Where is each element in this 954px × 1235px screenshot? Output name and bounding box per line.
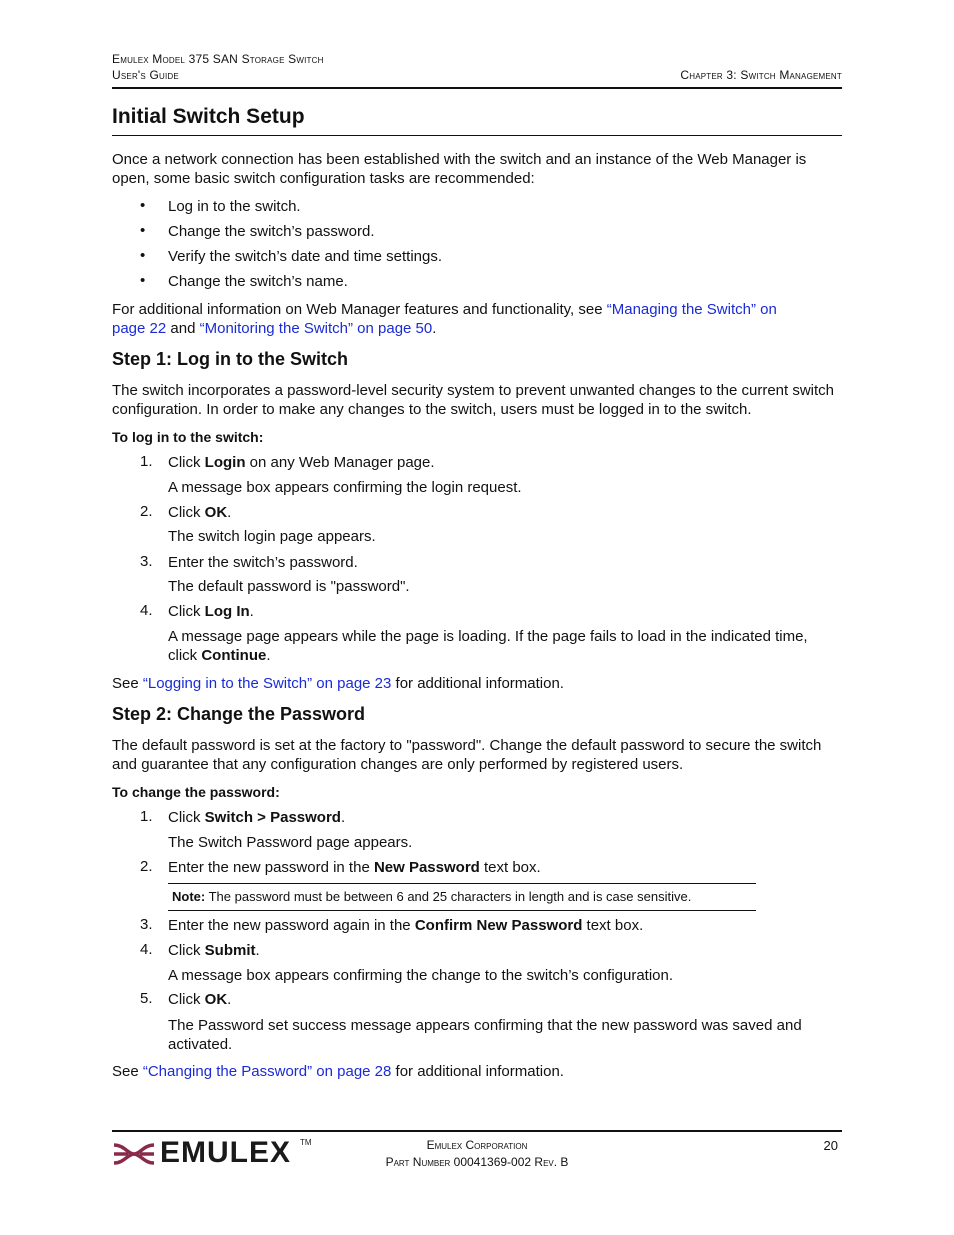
emulex-logo-text: EMULEX (160, 1136, 292, 1169)
footer-rule (112, 1130, 842, 1132)
text: . (255, 942, 260, 959)
header-rule (112, 87, 842, 89)
step2-item5 (168, 990, 231, 1009)
text: Click (168, 603, 205, 620)
text: on any Web Manager page. (245, 454, 435, 471)
emulex-logo-mark-icon (112, 1139, 156, 1169)
text: activated. (168, 1036, 233, 1053)
ui-term: Submit (204, 942, 256, 959)
header-chapter: Chapter 3: Switch Management (680, 68, 842, 82)
trademark-mark: TM (300, 1138, 312, 1147)
step-number: 2. (140, 503, 153, 520)
step-number: 1. (140, 808, 153, 825)
step2-procedure-title: To change the password: (112, 784, 280, 800)
text: . (249, 603, 254, 620)
note-box (168, 883, 756, 911)
ui-term: OK (204, 504, 228, 521)
step1-item3: Enter the switch’s password. (168, 554, 358, 571)
list-item: Change the switch’s password. (168, 223, 375, 240)
step1-item4 (168, 602, 254, 621)
step-number: 5. (140, 990, 153, 1007)
text: . (227, 504, 232, 521)
step-number: 4. (140, 941, 153, 958)
ui-term: Confirm New Password (414, 917, 583, 934)
text: . (432, 320, 437, 337)
footer-part-number: Part Number 00041369-002 Rev. B (385, 1155, 569, 1169)
link-changing-password[interactable]: “Changing the Password” on page 28 (142, 1063, 392, 1080)
step2-item4 (168, 941, 260, 960)
page-number: 20 (823, 1138, 838, 1153)
bullet-marker: • (140, 222, 146, 239)
bullet-marker: • (140, 272, 146, 289)
step2-paragraph: The default password is set at the factory to "password". Change the default password to secure the switch and guarantee that any configuration changes are only performed by registered users. (112, 737, 822, 773)
link-monitoring-switch[interactable]: “Monitoring the Switch” on page 50 (199, 320, 433, 337)
title-rule (112, 135, 842, 136)
ui-term: Login (204, 454, 246, 471)
step2-item1-result: The Switch Password page appears. (168, 834, 413, 851)
text: Enter the new password in the (168, 859, 374, 876)
text: See (112, 675, 143, 692)
text: The Password set success message appears confirming that the new password was saved and (168, 1017, 802, 1034)
step1-item2 (168, 503, 231, 522)
text: Enter the new password again in the (168, 917, 415, 934)
step2-item5-result (168, 1016, 802, 1054)
text: A message page appears while the page is loading. If the page fails to load in the indicated time, (168, 628, 808, 645)
ui-term: New Password (373, 859, 480, 876)
text: Click (168, 809, 205, 826)
text: text box. (582, 917, 644, 934)
link-managing-switch-page[interactable]: page 22 (112, 320, 167, 337)
step-number: 2. (140, 858, 153, 875)
text: Click (168, 942, 205, 959)
step-number: 3. (140, 553, 153, 570)
bullet-marker: • (140, 197, 146, 214)
step-number: 3. (140, 916, 153, 933)
text: click (168, 647, 202, 664)
emulex-logo (112, 1138, 312, 1170)
bullet-marker: • (140, 247, 146, 264)
ui-term: OK (204, 991, 228, 1008)
intro-paragraph: Once a network connection has been established with the switch and an instance of the Web Manager is open, some basic switch configuration tasks are recommended: (112, 151, 807, 187)
page-title: Initial Switch Setup (112, 105, 305, 128)
note-text: The password must be between 6 and 25 characters in length and is case sensitive. (205, 889, 692, 904)
text: For additional information on Web Manager features and functionality, see (112, 301, 607, 318)
step1-item1-result: A message box appears confirming the login request. (168, 479, 522, 496)
text: . (340, 809, 346, 826)
step1-item3-result: The default password is "password". (168, 578, 410, 595)
list-item: Change the switch’s name. (168, 273, 348, 290)
text: text box. (479, 859, 541, 876)
list-item: Log in to the switch. (168, 198, 301, 215)
step1-see-also (112, 674, 564, 693)
text: . (266, 647, 271, 664)
step1-item1 (168, 453, 435, 472)
footer-company: Emulex Corporation (426, 1138, 528, 1152)
ui-term: Continue (201, 647, 267, 664)
step2-item2 (168, 858, 541, 877)
header-title-line2: User's Guide (112, 68, 179, 82)
link-logging-in[interactable]: “Logging in to the Switch” on page 23 (142, 675, 392, 692)
text: and (166, 320, 200, 337)
link-managing-switch[interactable]: “Managing the Switch” on (606, 301, 777, 318)
text: Click (168, 991, 205, 1008)
step2-heading: Step 2: Change the Password (112, 704, 366, 724)
text: for additional information. (391, 675, 564, 692)
step2-item1 (168, 808, 345, 827)
text: Click (168, 504, 205, 521)
header-title-line1: Emulex Model 375 SAN Storage Switch (112, 52, 324, 66)
step1-procedure-title: To log in to the switch: (112, 429, 264, 445)
additional-info-paragraph (112, 300, 847, 338)
text: Click (168, 454, 205, 471)
ui-term: Switch > Password (204, 809, 341, 826)
step2-item3 (168, 916, 643, 935)
step-number: 4. (140, 602, 153, 619)
step2-item4-result: A message box appears confirming the change to the switch’s configuration. (168, 967, 674, 984)
ui-term: Log In (204, 603, 250, 620)
text: . (227, 991, 232, 1008)
step1-heading: Step 1: Log in to the Switch (112, 349, 348, 369)
step-number: 1. (140, 453, 153, 470)
note-label: Note: (172, 889, 206, 904)
list-item: Verify the switch’s date and time settings. (168, 248, 443, 265)
step1-item2-result: The switch login page appears. (168, 528, 376, 545)
text: for additional information. (391, 1063, 564, 1080)
step1-paragraph: The switch incorporates a password-level security system to prevent unwanted changes to the current switch configuration. In order to make any changes to the switch, users must be logged in to the switch. (112, 382, 835, 418)
text: See (112, 1063, 143, 1080)
step2-see-also (112, 1062, 564, 1081)
step1-item4-result (168, 627, 808, 665)
